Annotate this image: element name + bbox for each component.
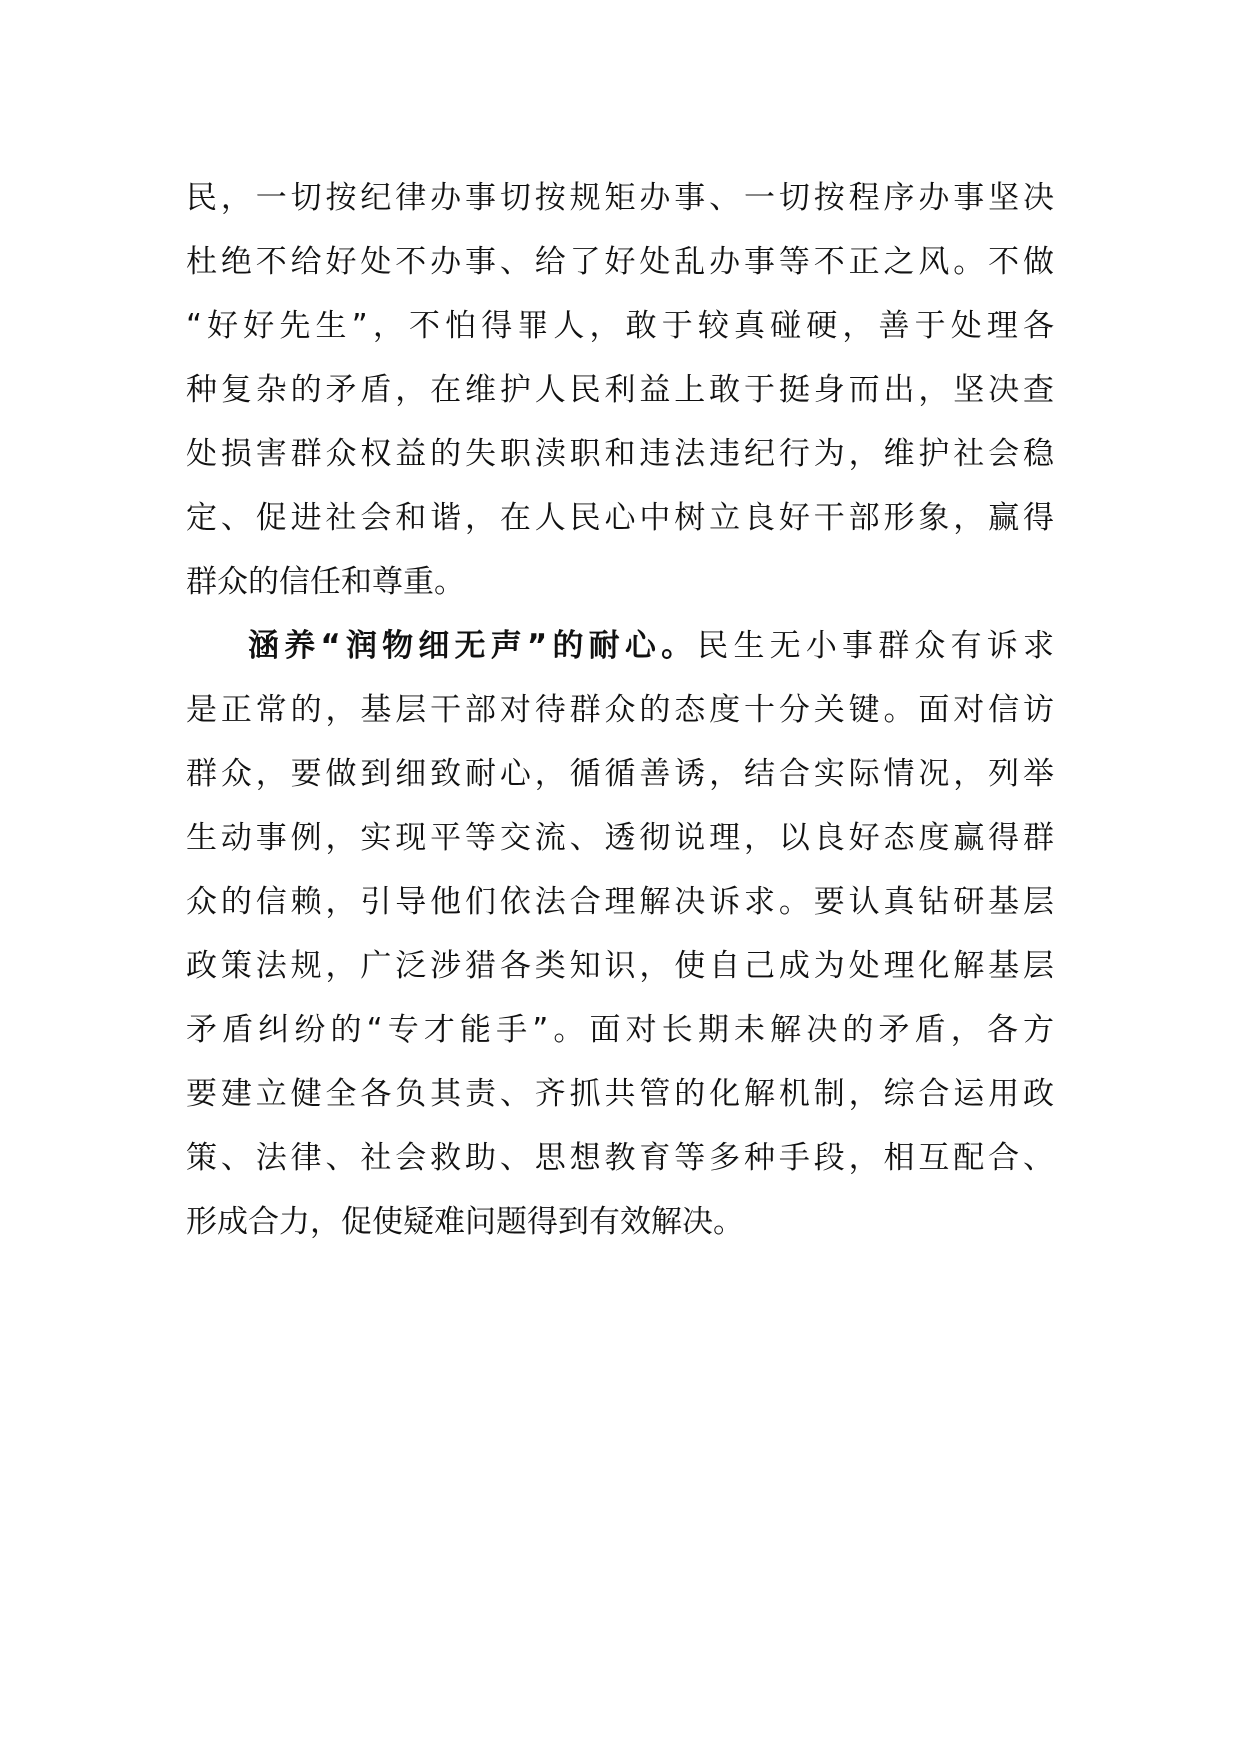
paragraph-1 <box>186 166 1054 614</box>
paragraph-line: 是正常的，基层干部对待群众的态度十分关键。面对信访 <box>186 692 1054 728</box>
paragraph-first-line <box>186 614 1054 678</box>
paragraph-line: 矛盾纠纷的“专才能手”。面对长期未解决的矛盾，各方 <box>186 1012 1054 1048</box>
paragraph-line: “好好先生”，不怕得罪人，敢于较真碰硬，善于处理各 <box>186 308 1054 344</box>
paragraph-line: 形成合力，促使疑难问题得到有效解决。 <box>186 1204 744 1240</box>
paragraph-line: 政策法规，广泛涉猎各类知识，使自己成为处理化解基层 <box>186 948 1054 984</box>
paragraph-2 <box>186 614 1054 1254</box>
document-body <box>186 166 1054 1254</box>
paragraph-line: 要建立健全各负其责、齐抓共管的化解机制，综合运用政 <box>186 1076 1054 1112</box>
paragraph-line: 众的信赖，引导他们依法合理解决诉求。要认真钻研基层 <box>186 884 1054 920</box>
paragraph-line: 杜绝不给好处不办事、给了好处乱办事等不正之风。不做 <box>186 244 1054 280</box>
paragraph-line: 策、法律、社会救助、思想教育等多种手段，相互配合、 <box>186 1140 1054 1176</box>
paragraph-line: 群众，要做到细致耐心，循循善诱，结合实际情况，列举 <box>186 756 1054 792</box>
paragraph-line: 定、促进社会和谐，在人民心中树立良好干部形象，赢得 <box>186 500 1054 536</box>
paragraph-text: 民生无小事群众有诉求 <box>697 628 1055 664</box>
paragraph-line: 种复杂的矛盾，在维护人民利益上敢于挺身而出，坚决查 <box>186 372 1054 408</box>
paragraph-line: 处损害群众权益的失职渎职和违法违纪行为，维护社会稳 <box>186 436 1054 472</box>
paragraph-line: 群众的信任和尊重。 <box>186 564 465 600</box>
paragraph-line: 民，一切按纪律办事切按规矩办事、一切按程序办事坚决 <box>186 180 1054 216</box>
paragraph-line: 生动事例，实现平等交流、透彻说理，以良好态度赢得群 <box>186 820 1054 856</box>
section-heading: 涵养“润物细无声”的耐心。 <box>248 628 698 664</box>
